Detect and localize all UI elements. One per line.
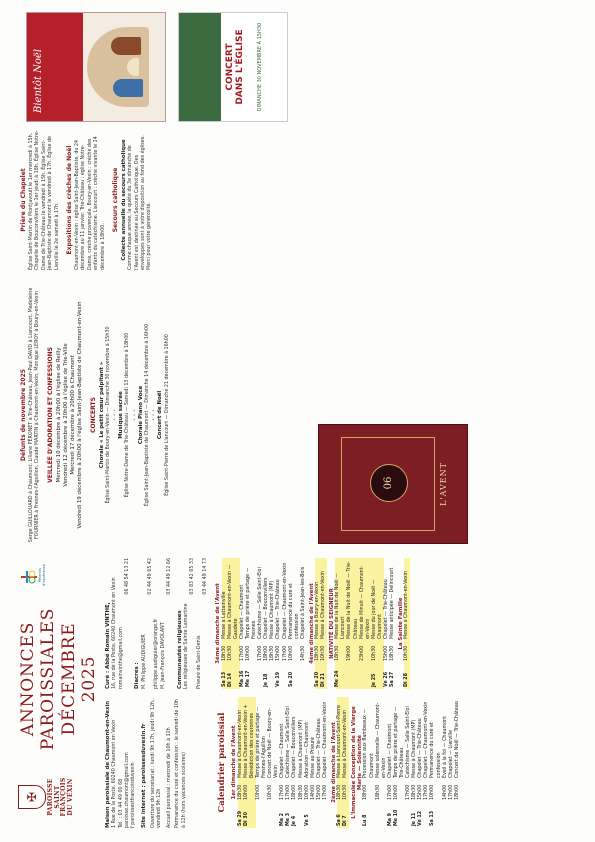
calendar-event: Messe de Minuit — Chaumont-en-Vexin bbox=[360, 558, 372, 641]
calendar-time: 18h00 bbox=[454, 784, 460, 800]
calendar-time: 17h00 bbox=[258, 645, 264, 661]
calendar-time: 10h00 bbox=[245, 645, 251, 661]
calendar-date: Ve 5 bbox=[304, 814, 310, 826]
diacre1-name: M. Philippe AUDIGUIER bbox=[141, 634, 147, 689]
calendar-section-row bbox=[349, 697, 363, 828]
calendar-event: Chapelet — Chaumont bbox=[387, 723, 393, 778]
calendar-time: 10h30 bbox=[228, 641, 240, 663]
manger-icon bbox=[127, 58, 139, 76]
calendar-date: Je 25 bbox=[372, 663, 384, 689]
calendar-event: Temps de prière et partage — Fresnes bbox=[245, 567, 258, 639]
coat-of-arms-icon: ✠ bbox=[18, 785, 46, 809]
calendar-time: 18h30 bbox=[315, 641, 321, 663]
calendar-row bbox=[360, 558, 372, 689]
contact-left bbox=[105, 697, 209, 828]
calendar-section-label: L'Immaculée Conception de la Vierge Marie — Solennité bbox=[351, 706, 364, 819]
secours-block bbox=[112, 130, 154, 270]
calendar-date: Di 14 bbox=[228, 663, 240, 689]
concert-poster-image bbox=[178, 12, 288, 122]
calendar-time: 10h00 bbox=[255, 784, 261, 800]
diacres-label: Diacres : bbox=[134, 662, 141, 689]
calendar-time: 18h30 bbox=[375, 784, 381, 800]
calendar-row bbox=[455, 697, 461, 828]
calendar-event: Messe de la Nuit de Noël — Trie-Château bbox=[347, 558, 359, 641]
contact-right bbox=[105, 558, 209, 689]
concerts-block bbox=[90, 280, 171, 550]
panel-right bbox=[18, 12, 581, 270]
calendar-row bbox=[244, 697, 256, 828]
calendar-event: Messe à Chaumont-en-Vexin bbox=[404, 558, 410, 641]
calendar-date: Me 10 bbox=[393, 809, 399, 826]
page-subtitle: DÉCEMBRE 2025 bbox=[59, 622, 99, 736]
calendar-time: 10h30 bbox=[343, 780, 349, 802]
calendar-date: Me 24 bbox=[335, 663, 347, 689]
contact-section bbox=[105, 558, 209, 828]
jubilee-logo bbox=[18, 558, 48, 592]
avent-card-number: 06 bbox=[370, 464, 408, 502]
opening-hours: Ouverture du secrétariat : lundi 9h 17h, jeudi 9h 12h, vendredi 9h 12h bbox=[151, 699, 163, 828]
priere-block bbox=[20, 130, 61, 270]
calendar-event: Chapelet — Trie-Château bbox=[276, 579, 282, 639]
communaute-1: Les religieuses de Sainte Lamartine bbox=[183, 603, 189, 689]
calendar-event: Chapelet — Bouconvillers bbox=[292, 716, 298, 778]
concert-poster-line2: DANS L'ÉGLISE bbox=[235, 29, 245, 105]
calendar-date: Lu 8 bbox=[363, 814, 369, 826]
calendar-date: Ma 9 bbox=[387, 812, 393, 826]
noel-card-title: Bientôt Noël bbox=[33, 48, 44, 113]
secours-text: Comme chaque année, la quête du 3e dimanche de l'Avent est destinée au Secours Catholique. Des enveloppes sont à votre disposition au fond des églises. Merci pour votre générosité. bbox=[128, 135, 153, 270]
calendar-row bbox=[347, 558, 359, 689]
veillee-1: Mercredi 10 décembre à 20h00 à l'église de Reilly bbox=[55, 347, 62, 483]
jubilee-cross-icon bbox=[20, 568, 38, 586]
calendar-event: Messe à Chaumont-en-Vexin bbox=[321, 558, 327, 641]
calendar-event: Chapelet — Chaumont-en-Vexin bbox=[282, 562, 288, 639]
calendar-time: 10h00 bbox=[393, 784, 399, 800]
priere-text: Église Saint-Martin de Montjavoult le 1er mercredi à 15h. Chapelle de Bouconvillers le 1er jeudi à 18h. Église Notre-Dame de Trie-Château le vendredi à 15h. Église Saint-Jean-Baptiste de Chaumont le vendredi à 17h. Église de Lierville le 2e samedi à 17h. bbox=[29, 130, 60, 270]
calendar-section-row bbox=[307, 558, 315, 689]
calendar-event: Concert de Noël — Boury-en-Vexin bbox=[268, 708, 280, 778]
header bbox=[18, 558, 99, 828]
calendar-row bbox=[372, 558, 384, 689]
defunts-list: Serge GUILLOUARD à Chaumont, Liliane PÉRONET à Trie-Château, Jean-Paul DAVID à Liancourt, Madeleine FOURNIER à Fresnes-l'Aguillon, Claude MARTIN à Chaumont-en-Vexin, Monique LEROY à Boury-en-Vexin bbox=[29, 287, 41, 543]
calendar-date: Je 11 bbox=[412, 812, 418, 826]
calendar-event: Catéchisme — Salle Saint-Eloi bbox=[258, 567, 264, 639]
calendar-time: 18h30 bbox=[222, 641, 228, 663]
communaute-2: Prieuré de Saint-Denis bbox=[196, 635, 202, 689]
facebook-link[interactable]: f paroissestfrancoisduvexin bbox=[131, 762, 137, 828]
calendar-date bbox=[455, 802, 461, 828]
calendar-date bbox=[347, 663, 359, 689]
calendar-date: Di 21 bbox=[321, 663, 327, 689]
diacre1-phone: 02 44 49 65 42 bbox=[148, 558, 154, 595]
calendar-time: 18h30 bbox=[390, 645, 396, 661]
calendar-event: Chapelet — Trie-Château bbox=[418, 718, 424, 778]
concert-4-title: Concert de Noël bbox=[157, 390, 164, 440]
calendar-event: Adoration — Chaumont bbox=[304, 721, 310, 778]
calendar-event: Temps de prière et partage — Fresnes-l'Aguillon bbox=[255, 706, 267, 778]
concerts-title: CONCERTS bbox=[89, 397, 97, 433]
calendar-date bbox=[360, 663, 372, 689]
concert-3-detail: Église Saint-Jean-Baptiste de Chaumont — Dimanche 14 décembre à 16h00 bbox=[145, 323, 151, 507]
calendar-row bbox=[430, 697, 442, 828]
calendar-section-label: 2ème dimanche de l'Avent bbox=[330, 722, 337, 803]
calendar-event: Temps de prière et partage — Trie-Château bbox=[393, 706, 406, 778]
calendar-time: 10h00 bbox=[304, 784, 310, 800]
separator: • • • bbox=[151, 408, 158, 422]
calendar-date: Sa 20 bbox=[315, 663, 321, 689]
calendar-time: 18h30 bbox=[412, 784, 418, 800]
veillee-3: Mercredi 17 décembre à 20h00 à Chaumont bbox=[70, 355, 77, 475]
calendar-time: 15h00 bbox=[418, 784, 424, 800]
calendar-time: 18h00 bbox=[264, 645, 270, 661]
calendar-time: 17h00 bbox=[280, 784, 286, 800]
calendar-date: Sa 13 bbox=[222, 663, 228, 689]
calendar-section-row bbox=[229, 697, 237, 828]
communautes-label: Communautés religieuses bbox=[176, 610, 183, 689]
cure-email[interactable]: romainvinthe@gmail.com bbox=[118, 627, 124, 689]
accueil-text: Accueil paroissial : mercredi de 10h à 12h bbox=[166, 727, 172, 828]
calendar-date bbox=[376, 802, 388, 828]
concert-3-title: Chorale Piano Voce bbox=[137, 385, 144, 445]
calendar-date: Sa 20 bbox=[288, 671, 294, 687]
calendar-time: 17h00 bbox=[322, 784, 328, 800]
veillee-2: Vendredi 12 décembre à 20h00 à l'église de Trie-Ville bbox=[63, 343, 70, 487]
secours-subtitle: Collecte annuelle du secours catholique bbox=[121, 139, 128, 261]
calendar-time: 10h30 bbox=[321, 641, 327, 663]
calendar-time: 18h00 bbox=[292, 784, 298, 800]
secours-title: Secours catholique bbox=[112, 167, 120, 233]
calendar-time: 14h00 bbox=[310, 784, 316, 800]
figure-icon bbox=[113, 79, 143, 97]
calendar-event: Chapelet — Chaumont bbox=[239, 584, 245, 639]
calendar-col-1 bbox=[213, 697, 460, 828]
calendar-event: Messe à Chaumont (MP) bbox=[298, 719, 304, 778]
separator: • • • bbox=[131, 408, 138, 422]
veillee-block bbox=[47, 280, 85, 550]
parish-logo bbox=[18, 766, 74, 828]
calendar-date bbox=[268, 802, 280, 828]
logo-text-2: SAINT bbox=[53, 785, 61, 809]
noel-card-image bbox=[26, 12, 166, 122]
calendar-event: Concert de Noël — Trie-Château bbox=[454, 701, 460, 778]
expo-title: Expositions des crèches de Noël bbox=[66, 145, 74, 255]
calendar-time: 15h00 bbox=[316, 784, 322, 800]
calendar-time: 18h30 bbox=[238, 780, 244, 802]
defunts-title: Défunts de novembre 2025 bbox=[20, 369, 27, 461]
calendar-event: Chapelet — Lierville bbox=[448, 729, 454, 778]
separator: • • • bbox=[112, 408, 119, 422]
calendar-row bbox=[376, 697, 388, 828]
site-link[interactable]: Site internet : paroissesduvexin.fr bbox=[140, 723, 147, 828]
calendar-time: 14h30 bbox=[300, 645, 306, 661]
calendar-time: 17h00 bbox=[286, 784, 292, 800]
calendar-date: Di 7 bbox=[343, 802, 349, 828]
calendar-event: Messe au Prieuré bbox=[310, 737, 316, 778]
panel-left bbox=[18, 558, 581, 828]
concert-1-title: Chorale « Le petit cœur palpitant » bbox=[98, 361, 105, 469]
calendar-time: 18h30 bbox=[335, 641, 347, 663]
calendar-date: Ve 12 bbox=[418, 810, 424, 826]
panel-middle bbox=[18, 280, 581, 550]
maison-address: 1 Rue de la Poste, 60240 Chaumont en Vexin bbox=[112, 719, 118, 828]
calendar-time: 19h00 bbox=[347, 641, 359, 663]
calendar-row bbox=[256, 697, 268, 828]
calendar-event: Messe à Chaumont (MP) bbox=[270, 580, 276, 639]
calendar-time: 17h00 bbox=[239, 645, 245, 661]
calendar-time: 17h00 bbox=[406, 784, 412, 800]
calendar-row bbox=[246, 558, 258, 689]
calendar-time: 17h00 bbox=[448, 784, 454, 800]
calendar-row bbox=[289, 558, 301, 689]
calendar-time: 18h00 bbox=[363, 784, 369, 800]
calendar-event: Messe à Chaumont (MP) bbox=[412, 719, 418, 778]
calendar-time: 15h00 bbox=[276, 645, 282, 661]
concert-poster-title bbox=[225, 13, 245, 121]
calendar-section-row bbox=[329, 697, 337, 828]
calendar-row bbox=[363, 697, 375, 828]
concert-2-title: Musique sacrée bbox=[118, 391, 125, 439]
calendar-row bbox=[394, 697, 406, 828]
avent-card-label: L'AVENT bbox=[439, 462, 448, 506]
calendar-section-row bbox=[213, 558, 221, 689]
calendar-time: 10h00 bbox=[288, 645, 294, 661]
communaute-2-phone: 03 44 49 14 73 bbox=[203, 558, 209, 595]
noel-card-banner bbox=[27, 13, 83, 121]
calendar-row bbox=[335, 558, 347, 689]
calendar-event: Messe solennelle — Chaumont-en-Vexin bbox=[375, 702, 387, 778]
calendar-time: 14h00 bbox=[442, 784, 448, 800]
expo-block bbox=[66, 130, 107, 270]
calendar-date: Ma 2 bbox=[280, 812, 286, 826]
calendar-date: Di 30 bbox=[244, 802, 256, 828]
diacre2-name: M. Jean-François DAVOLANT bbox=[160, 622, 166, 689]
calendar-section-label: 3ème dimanche de l'Avent bbox=[215, 583, 222, 664]
calendar-time: 10h30 bbox=[404, 641, 410, 663]
jubilee-text: Pèlerins d'espérance bbox=[38, 564, 47, 586]
calendar-time: 18h30 bbox=[270, 645, 276, 661]
calendar-time: 17h00 bbox=[424, 784, 430, 800]
calendar-event: Permanence du curé et confession bbox=[430, 722, 442, 778]
communaute-1-phone: 03 83 42 65 33 bbox=[190, 558, 196, 595]
logo-text-1: PAROISSE bbox=[47, 778, 54, 816]
calendar-date bbox=[256, 802, 268, 828]
calendar-date: Di 28 bbox=[404, 663, 410, 689]
calendar-time: 10h30 bbox=[268, 784, 274, 800]
calendar-date: Ma 16 bbox=[239, 670, 245, 687]
calendar-event: Messe à Chaumont-en-Vexin bbox=[238, 697, 244, 780]
page-title: ANNONCES PAROISSIALES bbox=[18, 607, 58, 751]
avent-card-frame bbox=[341, 437, 435, 531]
title-box bbox=[18, 598, 99, 760]
calendar-event: Messe à Liancourt-Saint-Pierre bbox=[337, 697, 343, 780]
calendar-date: Je 4 bbox=[292, 815, 298, 826]
calendar-time: 10h00 bbox=[430, 784, 436, 800]
calendar-event: Chapelet — Chaumont bbox=[280, 723, 286, 778]
calendar-date: Me 17 bbox=[245, 670, 251, 687]
concert-poster-line1: CONCERT bbox=[225, 43, 235, 91]
concert-poster-date: DIMANCHE 30 NOVEMBRE À 15H30 bbox=[257, 22, 263, 112]
calendar-date: Sa 29 bbox=[238, 802, 244, 828]
veillee-4: Vendredi 19 décembre à 20h00 à l'église Saint-Jean-Baptiste de Chaumont-en-Vexin bbox=[77, 301, 84, 529]
calendar-date: Sa 6 bbox=[337, 802, 343, 828]
calendar-section-label: NATIVITÉ DU SEIGNEUR bbox=[329, 588, 336, 659]
calendar-row bbox=[404, 558, 410, 689]
calendar-section-label: 4ème dimanche de l'Avent bbox=[308, 583, 315, 664]
calendar-section-label: 1er dimanche de l'Avent bbox=[231, 725, 238, 800]
calendar-time: 23h00 bbox=[360, 641, 372, 663]
calendar-event: Messe à Lattainville bbox=[222, 558, 228, 641]
calendar-event: Éveil à la foi — Chaumont bbox=[442, 716, 448, 778]
diacre1-email[interactable]: philippe.audiguier@orange.fr bbox=[154, 618, 160, 689]
logo-text-4: DU VEXIN bbox=[66, 778, 74, 816]
concert-4-detail: Église Saint-Pierre de Liancourt — Dimanche 21 décembre à 16h00 bbox=[164, 334, 170, 496]
cure-address: 16, rue de la Poste, 60240 Chaumont en Vexin bbox=[112, 577, 118, 689]
nativity-scene-icon bbox=[87, 27, 149, 107]
calendar-table-2 bbox=[213, 558, 410, 689]
permanence-text: Permanence du curé et confession : le samedi de 10h à 12h (hors vacances scolaires) bbox=[175, 699, 187, 828]
logo-text-3: FRANÇOIS bbox=[60, 777, 68, 817]
calendar-date: Ve 19 bbox=[276, 671, 282, 687]
calendar-event: Catéchisme — Salle Saint-Eloi bbox=[406, 706, 412, 778]
priere-title: Prière du Chapelet bbox=[20, 168, 27, 232]
calendar-date: Sa 13 bbox=[430, 810, 436, 826]
calendar-date: Je 18 bbox=[264, 673, 270, 687]
defunts-block bbox=[20, 280, 42, 550]
calendar-event: Chapelet — Trie-Château bbox=[316, 718, 322, 778]
calendar-event: Messe à Chaumont-en-Vexin + Bénédiction des couronnes bbox=[244, 697, 256, 780]
calendar-event: Messe du jour de Noël — Chaumont bbox=[372, 558, 384, 641]
calendar-time: 18h30 bbox=[298, 784, 304, 800]
calendar-time: 17h00 bbox=[387, 784, 393, 800]
calendar-section-label: La Sainte Famille bbox=[398, 597, 405, 650]
calendar-event: Permanence du curé et confession bbox=[288, 583, 300, 639]
calendar-time: 18h30 bbox=[337, 780, 343, 802]
calendar-event: Messe à Boury-en-Vexin bbox=[315, 558, 321, 641]
calendar-time: 10h30 bbox=[372, 641, 384, 663]
maison-title: Maison paroissiale de Chaumont-en-Vexin bbox=[105, 700, 111, 828]
calendar-title: Calendrier paroissial bbox=[217, 712, 228, 813]
concert-1-detail: Église Saint-Martin de Boury-en-Vexin — Dimanche 30 novembre à 15h30 bbox=[105, 326, 111, 504]
avent-card-image bbox=[318, 424, 468, 544]
calendar-event: Chapelet à Saint-Jean-les-Bois bbox=[300, 566, 306, 639]
maison-email[interactable]: paroisse.chaumont@gmail.com bbox=[125, 752, 131, 828]
figure-icon bbox=[111, 37, 141, 55]
calendar-event: Catéchisme — Salle Saint-Eloi bbox=[286, 706, 292, 778]
diacre2-phone: 03 44 49 12 66 bbox=[167, 558, 173, 595]
calendar-date: Me 3 bbox=[286, 812, 292, 826]
cure-name: Curé : Abbé Romain VINTHE, bbox=[105, 602, 111, 689]
calendar-event: Chapelet — Trie-Château bbox=[384, 579, 390, 639]
calendar-columns bbox=[213, 558, 460, 828]
calendar-event: Messe à Chaumont-en-Vexin — Gaudete bbox=[228, 558, 240, 641]
calendar-col-2 bbox=[213, 558, 460, 689]
calendar-time: 15h00 bbox=[384, 645, 390, 661]
cure-phone: 06 48 54 13 21 bbox=[125, 558, 131, 595]
right-text-column bbox=[20, 130, 154, 270]
calendar-event: Messe à Chaumont-en-Vexin bbox=[343, 697, 349, 780]
calendar-event: Messe anticipée — Delincourt bbox=[390, 567, 396, 639]
veillee-title: VEILLÉE D'ADORATION ET CONFESSIONS bbox=[46, 347, 54, 483]
calendar-event: Procession aux flambeaux — Chaumont bbox=[363, 708, 375, 778]
calendar-time: 17h00 bbox=[282, 645, 288, 661]
calendar-row bbox=[268, 697, 280, 828]
calendar-date: Sa 27 bbox=[390, 671, 396, 687]
concert-poster-banner bbox=[179, 13, 221, 121]
calendar-event: Chapelet — Bouconvillers bbox=[264, 577, 270, 639]
calendar-row bbox=[228, 558, 240, 689]
concert-2-detail: Église Notre-Dame de Trie-Château — Samedi 13 décembre à 18h00 bbox=[125, 332, 131, 498]
calendar-table-1 bbox=[229, 697, 460, 828]
expo-text: Chaumont-en-Vexin : église Saint-Jean-Baptiste, du 24 décembre au 11 janvier. Trie-Château : église Notre-Dame, crèche provençale. Boury-en-Vexin : crèche des enfants du catéchisme. Liancourt : crèche vivante le 24 décembre à 18h00. bbox=[75, 136, 106, 270]
calendar-event: Chapelet — Chaumont-en-Vexin bbox=[424, 701, 430, 778]
calendar-time: 10h00 bbox=[244, 780, 256, 802]
calendar-event: Messe de la Nuit de Noël — Liancourt bbox=[335, 558, 347, 641]
maison-phone: Tél. : 03 44 49 00 68 bbox=[118, 778, 124, 828]
calendar-date: Ve 26 bbox=[384, 671, 390, 687]
calendar-event: Chapelet — Chaumont-en-Vexin bbox=[322, 701, 328, 778]
